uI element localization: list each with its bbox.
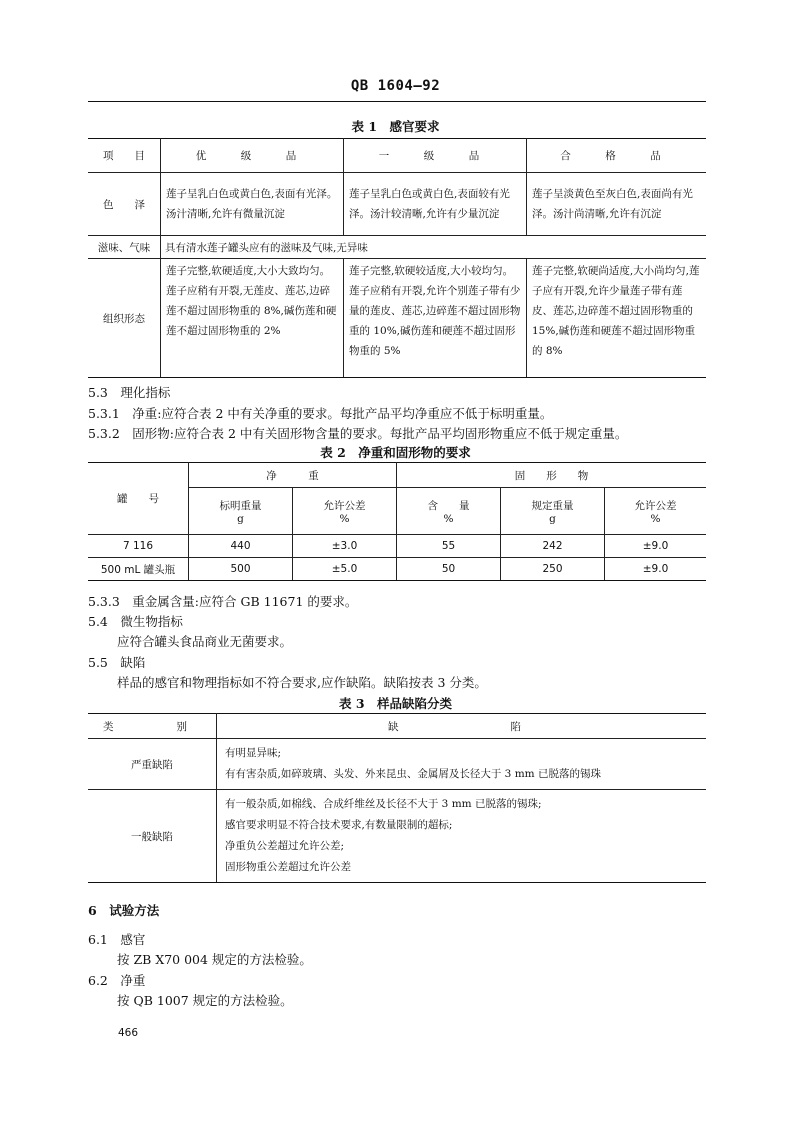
subheader-unit: g — [549, 512, 556, 525]
cell-net: 440 — [189, 535, 293, 558]
section-6-1-heading: 6.1 感官 — [88, 932, 146, 947]
defect-item: 有有害杂质,如碎玻璃、头发、外来昆虫、金属屑及长径大于 3 mm 已脱落的锡珠 — [225, 768, 601, 780]
section-6-heading: 6 试验方法 — [88, 903, 160, 918]
section-5-3-1: 5.3.1 净重:应符合表 2 中有关净重的要求。每批产品平均净重应不低于标明重量。 — [88, 406, 553, 421]
section-5-5-heading: 5.5 缺陷 — [88, 655, 146, 670]
cell-solid: 250 — [501, 558, 605, 581]
section-5-4-body: 应符合罐头食品商业无菌要求。 — [117, 634, 293, 649]
subheader-label: 含 量 — [427, 499, 470, 512]
header-grade-c: 合 格 品 — [527, 139, 707, 173]
subheader-unit: % — [339, 512, 350, 525]
header-item: 项 目 — [88, 139, 161, 173]
cell-can: 500 mL 罐头瓶 — [88, 558, 189, 581]
subheader-cell — [189, 488, 293, 535]
cell-category: 一般缺陷 — [88, 790, 217, 883]
subheader-label: 允许公差 — [634, 499, 677, 512]
cell-defects — [217, 739, 707, 790]
table-row — [88, 558, 706, 581]
section-5-4-heading: 5.4 微生物指标 — [88, 614, 183, 629]
defect-item: 净重负公差超过允许公差; — [225, 840, 345, 852]
defect-classification-table — [88, 713, 706, 883]
cell-grade-a: 莲子完整,软硬适度,大小大致均匀。莲子应稍有开裂,无莲皮、莲芯,边碎莲不超过固形物重的 8%,碱伤莲和硬莲不超过固形物重的 2% — [161, 259, 344, 378]
cell-content: 50 — [397, 558, 501, 581]
cell-grade-b: 莲子呈乳白色或黄白色,表面较有光泽。汤汁较清晰,允许有少量沉淀 — [344, 173, 527, 236]
defect-item: 有明显异味; — [225, 747, 282, 759]
subheader-unit: % — [650, 512, 661, 525]
cell-net: 500 — [189, 558, 293, 581]
header-can: 罐 号 — [88, 463, 189, 535]
standard-code-header: QB 1604—92 — [350, 78, 441, 94]
defect-item: 有一般杂质,如棉线、合成纤维丝及长径不大于 3 mm 已脱落的锡珠; — [225, 798, 542, 810]
cell-solid-tol: ±9.0 — [605, 558, 707, 581]
table-row — [88, 236, 706, 259]
header-grade-a: 优 级 品 — [161, 139, 344, 173]
table3-caption: 表 3 样品缺陷分类 — [338, 696, 453, 711]
subheader-cell — [501, 488, 605, 535]
header-solid-group: 固 形 物 — [397, 463, 707, 488]
cell-solid-tol: ±9.0 — [605, 535, 707, 558]
header-category: 类 别 — [88, 714, 217, 739]
header-grade-b: 一 级 品 — [344, 139, 527, 173]
section-5-3-heading: 5.3 理化指标 — [88, 385, 171, 400]
table1-caption: 表 1 感官要求 — [351, 119, 440, 134]
page-number: 466 — [118, 1027, 139, 1039]
table-row — [88, 535, 706, 558]
cell-defects — [217, 790, 707, 883]
section-6-1-body: 按 ZB X70 004 规定的方法检验。 — [117, 952, 312, 967]
header-defects: 缺 陷 — [217, 714, 707, 739]
cell-grade-c: 莲子完整,软硬尚适度,大小尚均匀,莲子应有开裂,允许少量莲子带有莲皮、莲芯,边碎莲不超过固形物重的 15%,碱伤莲和硬莲不超过固形物重的 8% — [527, 259, 707, 378]
subheader-cell — [605, 488, 707, 535]
cell-net-tol: ±3.0 — [293, 535, 397, 558]
table-header-row — [88, 139, 706, 173]
subheader-cell — [397, 488, 501, 535]
cell-span: 具有清水莲子罐头应有的滋味及气味,无异味 — [161, 236, 707, 259]
table-row — [88, 173, 706, 236]
cell-grade-a: 莲子呈乳白色或黄白色,表面有光泽。汤汁清晰,允许有微量沉淀 — [161, 173, 344, 236]
defect-item: 感官要求明显不符合技术要求,有数量限制的超标; — [225, 819, 453, 831]
subheader-label: 标明重量 — [219, 499, 262, 512]
net-weight-table — [88, 462, 706, 581]
header-net-group: 净 重 — [189, 463, 397, 488]
table-row — [88, 259, 706, 378]
subheader-label: 规定重量 — [531, 499, 574, 512]
subheader-unit: % — [443, 512, 454, 525]
cell-net-tol: ±5.0 — [293, 558, 397, 581]
section-5-5-body: 样品的感官和物理指标如不符合要求,应作缺陷。缺陷按表 3 分类。 — [117, 675, 487, 690]
cell-can: 7 116 — [88, 535, 189, 558]
subheader-cell — [293, 488, 397, 535]
section-6-2-heading: 6.2 净重 — [88, 973, 146, 988]
table-header-row — [88, 714, 706, 739]
subheader-unit: g — [237, 512, 244, 525]
row-item: 滋味、气味 — [88, 236, 161, 259]
section-5-3-2: 5.3.2 固形物:应符合表 2 中有关固形物含量的要求。每批产品平均固形物重应不低于规定重量。 — [88, 426, 628, 441]
section-6-2-body: 按 QB 1007 规定的方法检验。 — [117, 993, 293, 1008]
cell-grade-b: 莲子完整,软硬较适度,大小较均匀。莲子应稍有开裂,允许个别莲子带有少量的莲皮、莲芯,边碎莲不超过固形物重的 10%,碱伤莲和硬莲不超过固形物重的 5% — [344, 259, 527, 378]
table-header-row — [88, 463, 706, 488]
section-5-3-3: 5.3.3 重金属含量:应符合 GB 11671 的要求。 — [88, 594, 358, 609]
defect-item: 固形物重公差超过允许公差 — [225, 861, 351, 873]
subheader-label: 允许公差 — [323, 499, 366, 512]
table-row — [88, 739, 706, 790]
header-rule — [88, 101, 706, 102]
sensory-requirements-table — [88, 138, 706, 378]
table2-caption: 表 2 净重和固形物的要求 — [320, 445, 471, 460]
row-item: 色 泽 — [88, 173, 161, 236]
cell-solid: 242 — [501, 535, 605, 558]
row-item: 组织形态 — [88, 259, 161, 378]
table-row — [88, 790, 706, 883]
cell-grade-c: 莲子呈淡黄色至灰白色,表面尚有光泽。汤汁尚清晰,允许有沉淀 — [527, 173, 707, 236]
cell-category: 严重缺陷 — [88, 739, 217, 790]
cell-content: 55 — [397, 535, 501, 558]
